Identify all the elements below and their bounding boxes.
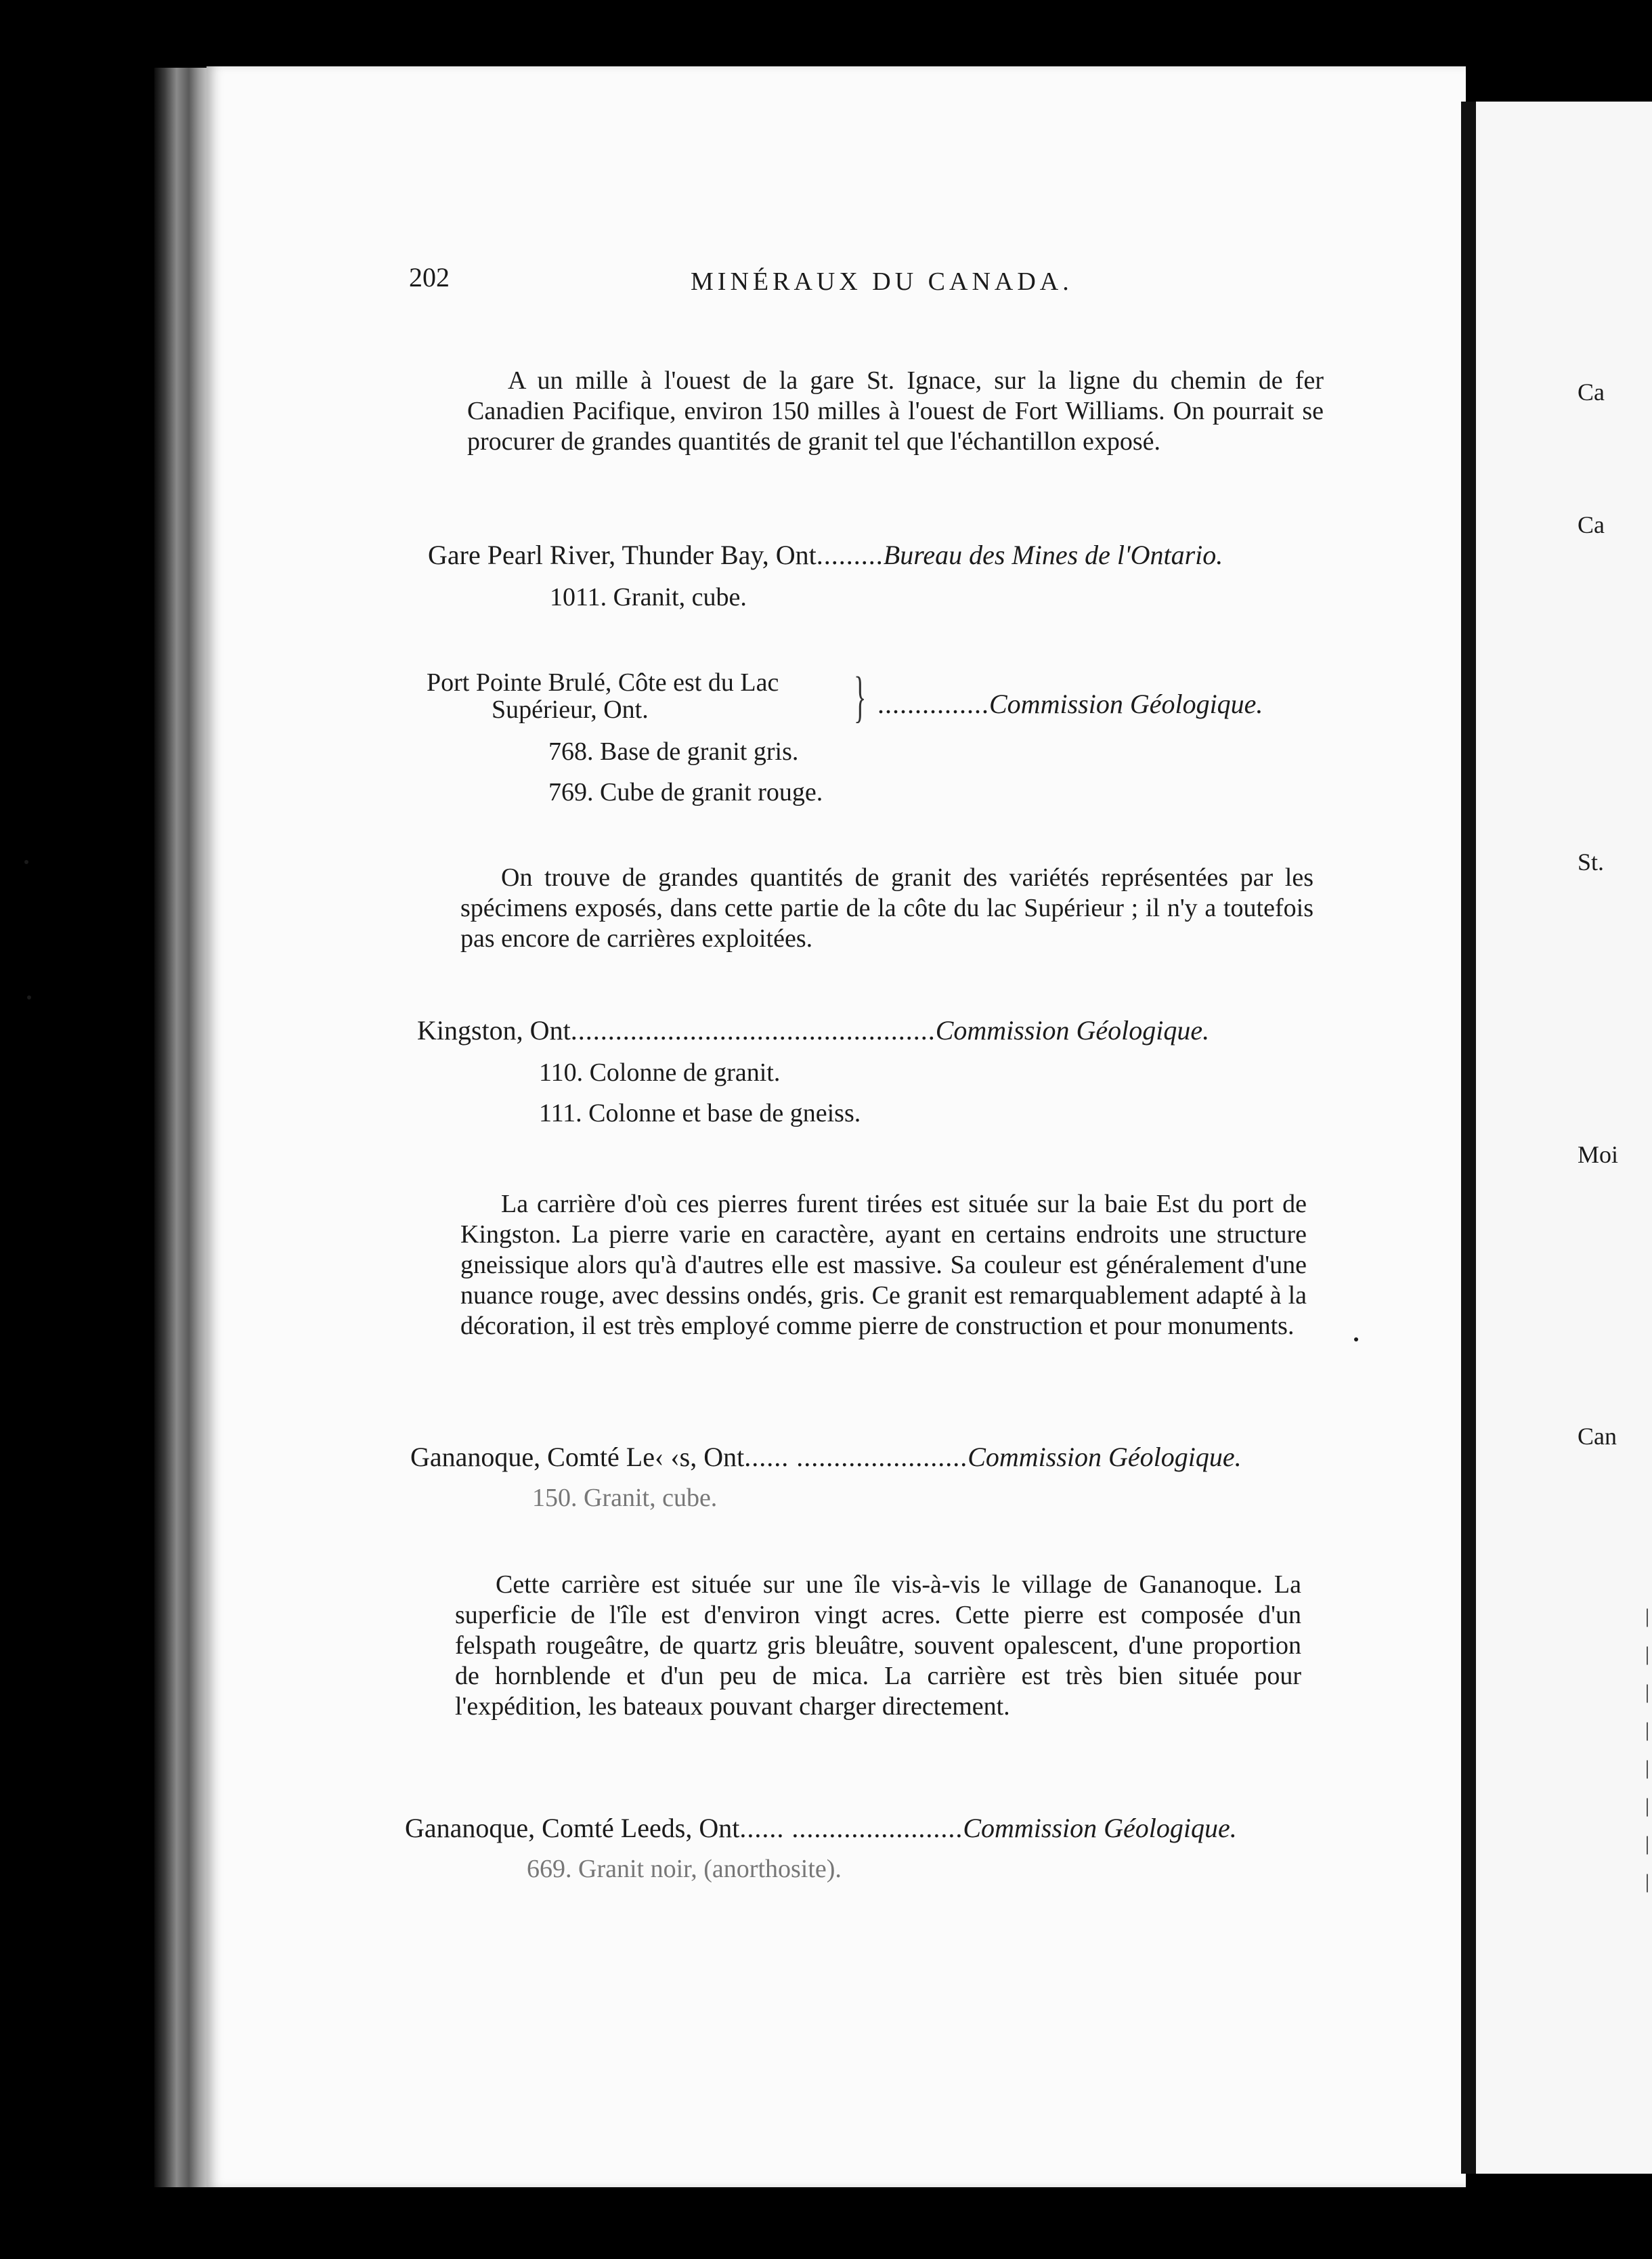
entry-location: Gananoque, Comté Le‹ ‹s, Ont xyxy=(410,1442,745,1472)
entry-location: Port Pointe Brulé, Côte est du Lac Supérieur, Ont. xyxy=(427,668,779,724)
entry-source: Commission Géologique. xyxy=(989,689,1263,719)
book-binding xyxy=(154,68,210,2187)
entry-location: Gananoque, Comté Leeds, Ont xyxy=(405,1813,740,1843)
specimen-item: 110. Colonne de granit. xyxy=(539,1058,781,1087)
entry-source: Commission Géologique. xyxy=(935,1015,1210,1046)
brace: } xyxy=(854,666,867,729)
leader-dots: ...... ....................... xyxy=(744,1442,968,1472)
facing-page-fragment: Ca xyxy=(1578,511,1605,538)
entry-source: Commission Géologique. xyxy=(963,1813,1237,1843)
specimen-item: 768. Base de granit gris. xyxy=(548,737,799,766)
entry-location: Kingston, Ont xyxy=(417,1015,571,1046)
entry-header xyxy=(410,1441,1242,1473)
facing-page-fragment: Can xyxy=(1578,1423,1617,1450)
leader-dots: ...... ....................... xyxy=(739,1813,963,1843)
paragraph: Cette carrière est située sur une île vis-à-vis le village de Gananoque. La superficie de l'île est d'environ vingt acres. Cette pierre est composée d'un felspath rougeâtre, de quartz gris bleuâtre, souvent opalescent, d'une proportion de hornblende et d'un peu de mica. La carrière est très bien située pour l'expédition, les bateaux pouvant charger directement. xyxy=(455,1570,1301,1721)
specimen-item: 150. Granit, cube. xyxy=(532,1484,718,1512)
entry-source: Commission Géologique. xyxy=(968,1442,1242,1472)
entry-location: Gare Pearl River, Thunder Bay, Ont xyxy=(428,540,817,570)
entry-header xyxy=(877,688,1263,720)
leader-dots: ................................................. xyxy=(570,1015,936,1046)
specimen-item: 669. Granit noir, (anorthosite). xyxy=(527,1855,842,1883)
entry-header xyxy=(405,1812,1237,1844)
paragraph: On trouve de grandes quantités de granit des variétés représentées par les spécimens exposés, dans cette partie de la côte du lac Supérieur ; il n'y a toutefois pas encore de carrières exploitées. xyxy=(460,863,1313,953)
paragraph: La carrière d'où ces pierres furent tirées est située sur la baie Est du port de Kingston. La pierre varie en caractère, ayant en certains endroits une structure gneissique alors qu'à d'autres elle est massive. Sa couleur est généralement d'une nuance rouge, avec dessins ondés, gris. Ce granit est remarquablement adapté à la décoration, il est très employé comme pierre de construction et pour monuments. xyxy=(460,1190,1307,1340)
page-gutter xyxy=(1461,102,1476,2174)
leader-dots: ............... xyxy=(877,689,989,719)
entry-header xyxy=(417,1014,1209,1046)
entry-header xyxy=(428,539,1223,571)
facing-page-fragment: Ca xyxy=(1578,379,1605,406)
facing-page: Ca Ca St. Moi Can | | | | | | | | xyxy=(1476,102,1652,2174)
facing-page-fragment: St. xyxy=(1578,848,1605,876)
specimen-item: 111. Colonne et base de gneiss. xyxy=(539,1099,861,1127)
specimen-item: 1011. Granit, cube. xyxy=(550,583,747,611)
leader-dots: ......... xyxy=(816,540,884,570)
running-head: MINÉRAUX DU CANADA. xyxy=(691,267,1073,296)
page-number: 202 xyxy=(409,262,450,293)
specimen-item: 769. Cube de granit rouge. xyxy=(548,778,823,806)
paragraph: A un mille à l'ouest de la gare St. Ignace, sur la ligne du chemin de fer Canadien Pacifique, environ 150 milles à l'ouest de Fort Williams. On pourrait se procurer de grandes quantités de granit tel que l'échantillon exposé. xyxy=(467,366,1324,456)
entry-source: Bureau des Mines de l'Ontario. xyxy=(883,540,1223,570)
facing-page-fragment: Moi xyxy=(1578,1141,1619,1168)
